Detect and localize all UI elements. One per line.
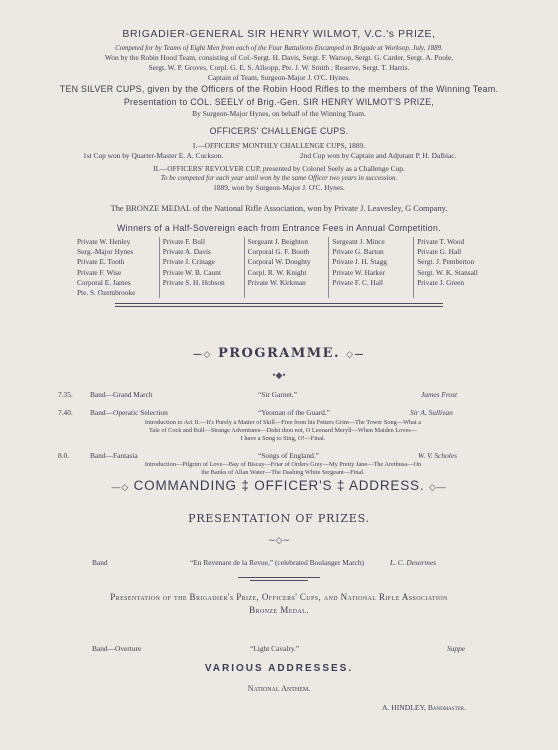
flourish-ornament-icon: ∼◇∼ bbox=[267, 535, 290, 545]
scroll-ornament-icon: —◇ bbox=[192, 350, 212, 360]
winners-column bbox=[328, 237, 413, 298]
winners-column bbox=[74, 237, 159, 298]
winner-name: Corporal W. Doughty bbox=[247, 257, 311, 267]
programme-band: Band—Operatic Selection bbox=[90, 408, 168, 417]
winner-name: Corpl. R. W. Knight bbox=[247, 267, 307, 277]
divider-rule bbox=[115, 303, 443, 304]
revolver-cup: II.—OFFICERS' REVOLVER CUP, presented by Colonel Seely as a Challenge Cup. bbox=[153, 164, 405, 173]
winner-name: Sergeant J. Mince bbox=[332, 237, 385, 246]
programme-composer: James Frost bbox=[421, 390, 458, 399]
songs-notes: Introduction—Pilgrim of Love—Bay of Biscay—Friar of Orders Grey—My Pretty Jane—The Arethusa—On the Banks of Allan Water—The Dashing White Sergeant—Final. bbox=[144, 461, 422, 476]
presentation-line-1: Presentation of the Brigadier's Prize, Officers' Cups, and National Rifle Association bbox=[110, 592, 448, 602]
revolver-won: 1889, won by Surgeon-Major J. O'C. Hynes. bbox=[213, 183, 345, 192]
half-sovereign-title: Winners of a Half-Sovereign each from Entrance Fees in Annual Competition. bbox=[117, 223, 441, 233]
programme-band: Band—Grand March bbox=[90, 390, 153, 399]
bronze-medal: The BRONZE MEDAL of the National Rifle Association, won by Private J. Leavesley, G Company. bbox=[110, 204, 448, 213]
yeoman-notes: Introduction to Act II.—It's Purely a Matter of Skill—Free from his Fetters Grim—The Tower Song—What a Tale of Cock and Bull—Strange Adventures—Didst thou not, O Leonard Meryll—When Maiden Loves— I have a Song to Sing, O!—Final. bbox=[144, 419, 422, 442]
seely-presentation-by: By Surgeon-Major Hynes, on behalf of the Winning Team. bbox=[192, 109, 366, 118]
programme-time: 8.0. bbox=[58, 451, 70, 460]
winner-name: Corporal E. James bbox=[77, 277, 131, 287]
winners-column bbox=[244, 237, 329, 298]
national-anthem: National Anthem. bbox=[247, 684, 311, 693]
winner-name: Private F. Bull bbox=[162, 237, 205, 246]
overture-piece: “Light Cavalry.” bbox=[250, 644, 300, 653]
revenant-band: Band bbox=[92, 558, 108, 567]
programme-composer: W. V. Scholes bbox=[418, 451, 458, 460]
winner-name: Private T. Wood bbox=[417, 237, 465, 246]
scroll-ornament-icon: ◇— bbox=[428, 482, 447, 492]
winner-name: Private J. H. Stagg bbox=[332, 257, 387, 267]
winner-name: Private W. Harker bbox=[332, 267, 385, 277]
winner-name: Private S. H. Hobson bbox=[162, 277, 225, 287]
brigadier-prize-title: BRIGADIER-GENERAL SIR HENRY WILMOT, V.C.'s PRIZE, bbox=[122, 28, 436, 40]
divider-rule bbox=[115, 306, 443, 307]
monthly-cups: I.—OFFICERS' MONTHLY CHALLENGE CUPS, 1889. bbox=[192, 141, 366, 150]
programme-band: Band—Fantasia bbox=[90, 451, 138, 460]
winner-name: Private W. B. Caunt bbox=[162, 267, 221, 277]
divider-rule bbox=[238, 577, 320, 578]
winner-name: Private F. C. Hall bbox=[332, 277, 384, 287]
programme-title: —◇ PROGRAMME. ◇— bbox=[192, 346, 366, 361]
winner-name: Pte. S. Ozembrooke bbox=[77, 288, 136, 298]
winner-name: Sergt. W. K. Stansall bbox=[417, 267, 478, 277]
winner-name: Sergeant J. Beighton bbox=[247, 237, 309, 246]
commanding-address: —◇ COMMANDING ‡ OFFICER'S ‡ ADDRESS. ◇— bbox=[111, 478, 447, 493]
programme-time: 7.35. bbox=[58, 390, 73, 399]
first-cup: 1st Cup won by Quarter-Master E. A. Cuckson. bbox=[83, 151, 224, 160]
overture-band: Band—Overture bbox=[92, 644, 142, 653]
revolver-note: To be competed for each year until won by the same Officer two years in succession. bbox=[160, 174, 398, 182]
programme-piece: “Yeoman of the Guard.” bbox=[258, 408, 330, 417]
various-addresses: VARIOUS ADDRESSES. bbox=[204, 663, 354, 674]
winner-name: Private G. Barton bbox=[332, 247, 384, 257]
winner-name: Private G. Hall bbox=[417, 247, 462, 257]
scroll-ornament-icon: ◇— bbox=[346, 350, 366, 360]
bandmaster: A. HINDLEY, Bandmaster. bbox=[382, 703, 466, 712]
winners-column bbox=[159, 237, 244, 298]
seely-presentation: Presentation to COL. SEELY of Brig.-Gen. SIR HENRY WILMOT'S PRIZE, bbox=[123, 97, 435, 107]
programme-piece: “Sir Garnet.” bbox=[258, 390, 297, 399]
brigadier-prize-subtitle: Competed for by Teams of Eight Men from each of the Four Battalions Encamped in Brigade at Worksop, July, 1889. bbox=[115, 44, 443, 52]
scroll-ornament-icon: —◇ bbox=[111, 482, 130, 492]
programme-time: 7.40. bbox=[58, 408, 73, 417]
winners-grid bbox=[74, 237, 498, 298]
winner-name: Private J. Green bbox=[417, 277, 464, 287]
winners-column bbox=[413, 237, 498, 298]
winner-name: Private E. Tooth bbox=[77, 257, 125, 267]
winner-name: Private W. Kirkman bbox=[247, 277, 306, 287]
presentation-prizes: PRESENTATION OF PRIZES. bbox=[188, 512, 370, 525]
silver-cups-title: TEN SILVER CUPS, given by the Officers of the Robin Hood Rifles to the members of the Winning Team. bbox=[59, 84, 499, 94]
revenant-composer: L. C. Desormes bbox=[390, 558, 436, 567]
winner-name: Sergt. J. Pemberton bbox=[417, 257, 475, 267]
brigadier-team-line-1: Won by the Robin Hood Team, consisting of Col.-Sergt. H. Davis, Sergt. F. Warsop, Sergt. G. Carder, Sergt. A. Poole, bbox=[104, 53, 454, 62]
programme-composer: Sir A. Sullivan bbox=[410, 408, 453, 417]
winner-name: Private A. Davis bbox=[162, 247, 211, 257]
winner-name: Private J. Crinage bbox=[162, 257, 215, 267]
diamond-ornament-icon: •◆• bbox=[272, 370, 286, 380]
winner-name: Private F. Wise bbox=[77, 267, 122, 277]
brigadier-captain: Captain of Team, Surgeon-Major J. O'C. Hynes. bbox=[207, 73, 351, 82]
revenant-piece: “En Revenant de la Revue,” (celebrated Boulanger March) bbox=[190, 558, 365, 567]
brigadier-team-line-2: Sergt. W. P. Groves, Corpl. G. E. S. Allsopp, Pte. J. W. Smith ; Reserve, Sergt. T. Harris. bbox=[148, 63, 410, 72]
programme-piece: “Songs of England.” bbox=[258, 451, 319, 460]
overture-composer: Suppe bbox=[447, 644, 466, 653]
divider-rule bbox=[250, 580, 308, 581]
winner-name: Private W. Henley bbox=[77, 237, 131, 246]
winner-name: Surg.-Major Hynes bbox=[77, 247, 134, 257]
officers-cups-title: OFFICERS' CHALLENGE CUPS. bbox=[209, 126, 349, 136]
second-cup: 2nd Cup won by Captain and Adjutant P. H. Dalbiac. bbox=[300, 151, 457, 160]
presentation-line-2: Bronze Medal. bbox=[249, 605, 309, 615]
winner-name: Corporal G. F. Booth bbox=[247, 247, 310, 257]
